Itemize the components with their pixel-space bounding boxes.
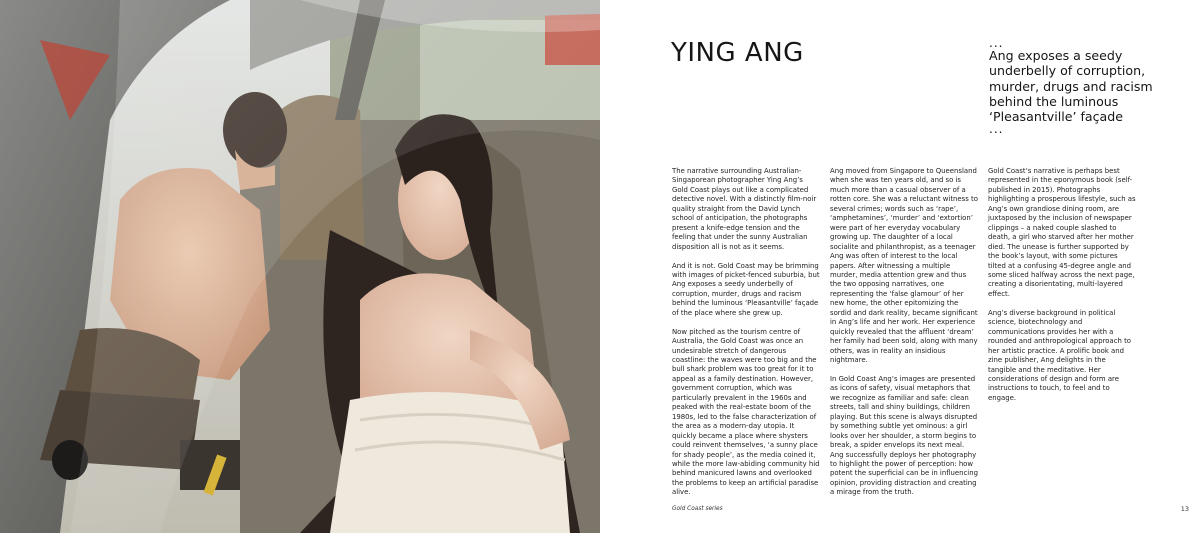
paragraph: In Gold Coast Ang’s images are presented as icons of safety, visual metaphors that we recognize as familiar and safe: clean streets, tall and shiny buildings, children playing. But this scene is always disrupted by something subtle yet ominous: a girl looks over her shoulder, a storm begins to break, a spider envelops its next meal. Ang successfully deploys her photography to highlight the power of perception: how potent the superficial can be in influencing opinion, providing distraction and creating a mirage from the truth. xyxy=(830,374,978,497)
paragraph: And it is not. Gold Coast may be brimming with images of picket-fenced suburbia, but Ang exposes a seedy underbelly of corruption, murder, drugs and racism behind the luminous ‘Pleasantville’ façade of the place where she grew up. xyxy=(672,261,820,317)
page-number: 13 xyxy=(1180,505,1189,513)
pull-quote xyxy=(989,36,1159,137)
pull-quote-text: Ang exposes a seedy underbelly of corruption, murder, drugs and racism behind the luminous ‘Pleasantville’ façade xyxy=(989,48,1153,125)
photo-caption: Gold Coast series xyxy=(672,506,723,512)
paragraph: The narrative surrounding Australian-Singaporean photographer Ying Ang’s Gold Coast plays out like a complicated detective novel. With a distinctly film-noir quality straight from the David Lynch school of anticipation, the photographs present a knife-edge tension and the feeling that under the sunny Australian disposition all is not as it seems. xyxy=(672,167,817,251)
text-column-2 xyxy=(830,167,978,507)
paragraph: Ang moved from Singapore to Queensland when she was ten years old, and so is much more than a casual observer of a rotten core. She was a reluctant witness to several crimes; words such as ‘rape’, ‘amphetamines’, ‘murder’ and ‘extortion’ were part of her everyday vocabulary growing up. The daughter of a local socialite and philanthropist, as a teenager Ang was often of interest to the local papers. After witnessing a multiple murder, media attention grew and thus the two opposing narratives, one representing the ‘false glamour’ of her new home, the other epitomizing the sordid and dark reality, became significant in Ang’s life and her work. Her experience quickly revealed that the affluent ‘dream’ her family had been sold, along with many others, was in reality an insidious nightmare. xyxy=(830,167,978,365)
article-title: YING ANG xyxy=(671,38,804,68)
pull-quote-dots-top: ... xyxy=(989,36,1004,50)
text-column-1 xyxy=(672,167,820,507)
text-column-3 xyxy=(988,167,1136,413)
pull-quote-dots-bottom: ... xyxy=(989,122,1004,137)
article-page xyxy=(600,0,1200,533)
paragraph: Ang’s diverse background in political science, biotechnology and communications provides her with a rounded and anthropological approach to her artistic practice. A prolific book and zine publisher, Ang delights in the tangible and the meditative. Her considerations of design and form are instructions to touch, to feel and to engage. xyxy=(988,308,1131,402)
paragraph: Now pitched as the tourism centre of Australia, the Gold Coast was once an undesirable stretch of dangerous coastline: the waves were too big and the bull shark problem was too great for it to appeal as a family destination. However, government corruption, which was particularly prevalent in the 1960s and peaked with the real-estate boom of the 1980s, led to the false characterization of the area as a modern-day utopia. It quickly became a place where shysters could reinvent themselves, ‘a sunny place for shady people’, as the media coined it, while the more law-abiding community hid behind manicured lawns and overlooked the problems to keep an artificial paradise alive. xyxy=(672,327,820,497)
paragraph: Gold Coast’s narrative is perhaps best represented in the eponymous book (self-published in 2015). Photographs highlighting a prosperous lifestyle, such as Ang’s own grandiose dining room, are juxtaposed by the inclusion of newspaper clippings – a naked couple slashed to death, a girl who starved after her mother died. The unease is further supported by the book’s layout, with some pictures tilted at a confusing 45-degree angle and some sliced halfway across the next page, creating a disorientating, multi-layered effect. xyxy=(988,167,1136,298)
